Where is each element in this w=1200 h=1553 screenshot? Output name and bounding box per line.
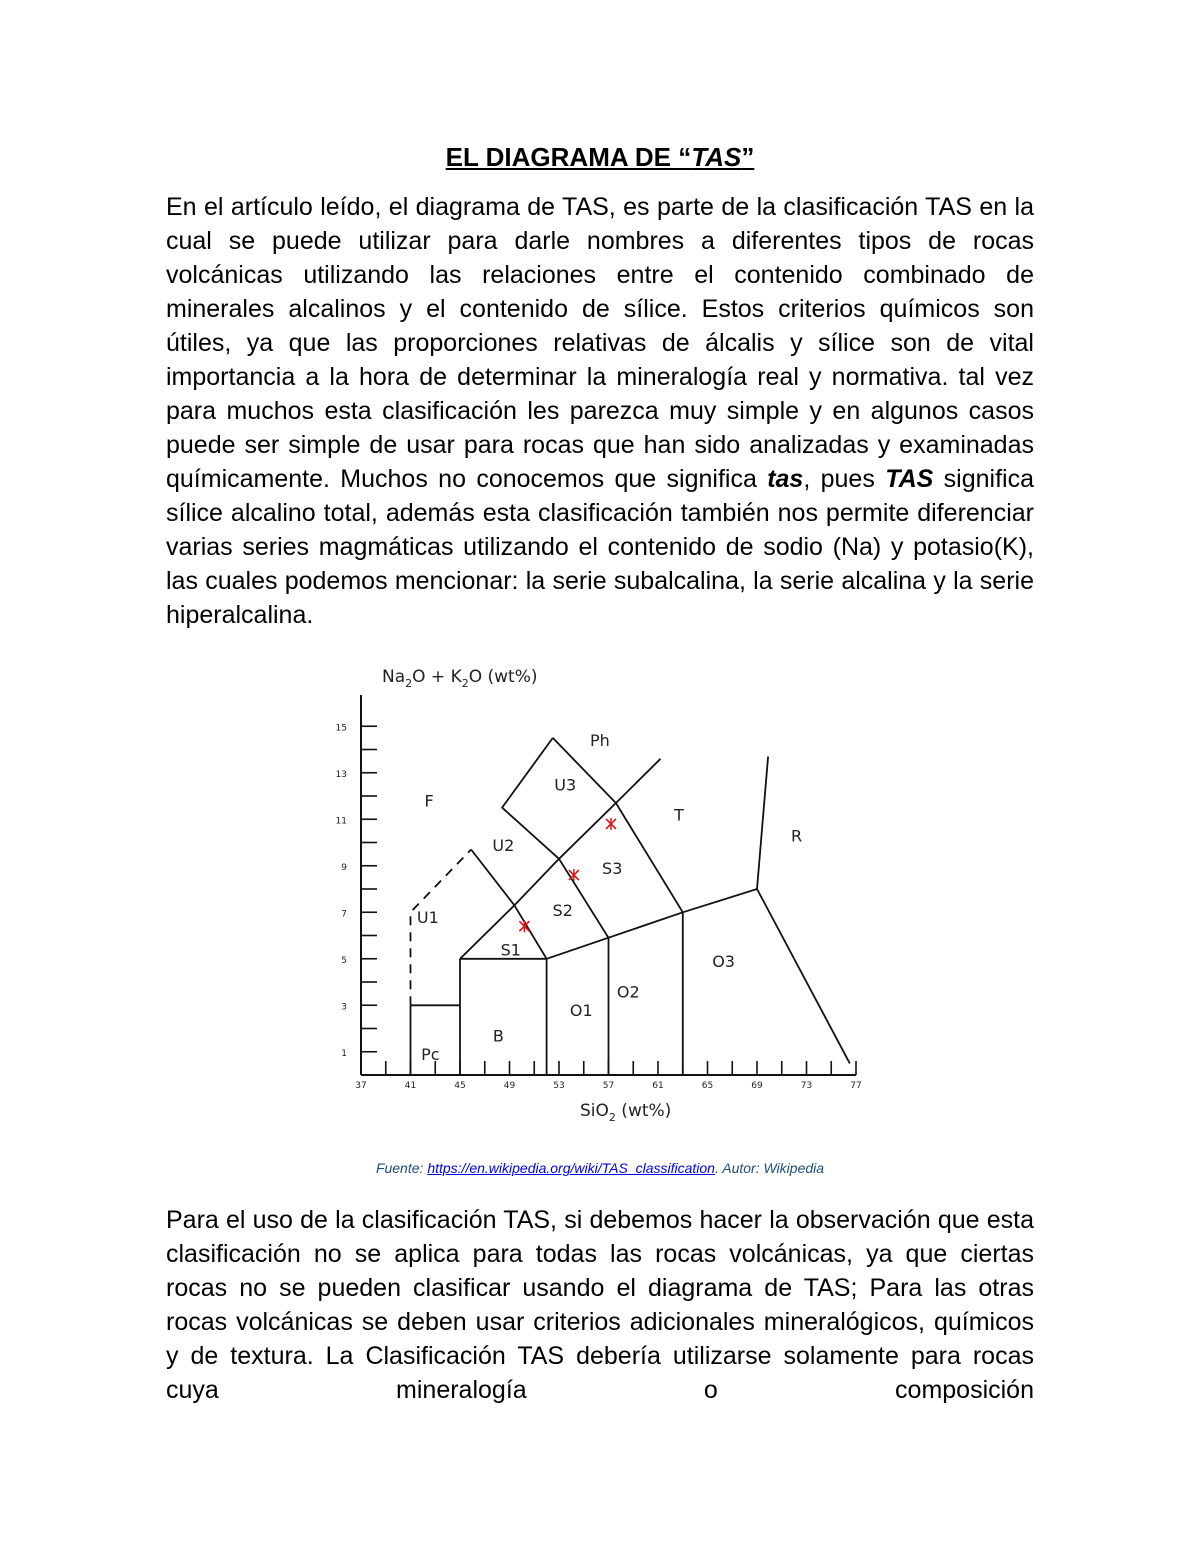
y-tick-label: 7 [341, 909, 347, 920]
field-label-t: T [674, 805, 684, 825]
field-label-u3: U3 [554, 775, 577, 795]
field-label-r: R [791, 826, 803, 846]
y-tick-label: 15 [335, 723, 347, 734]
field-label-o1: O1 [569, 1000, 593, 1020]
intro-emphasis-TAS: TAS [885, 465, 934, 493]
title-italic: TAS [691, 142, 742, 172]
sample-marker [606, 818, 616, 830]
x-tick-label: 73 [800, 1081, 813, 1091]
intro-emphasis-tas: tas [767, 465, 804, 493]
field-label-f: F [424, 791, 434, 811]
x-tick-label: 41 [404, 1081, 417, 1091]
field-boundary [757, 889, 850, 1063]
field-label-u1: U1 [416, 907, 439, 927]
caption-source-link[interactable]: https://en.wikipedia.org/wiki/TAS_classification [427, 1160, 715, 1176]
intro-text-1: En el artículo leído, el diagrama de TAS, es parte de la clasificación TAS en la cual se puede utilizar para darle nombres a diferentes tipos de rocas volcánicas utilizando las relaciones entre el contenido combinado de minerales alcalinos y el contenido de sílice. Estos criterios químicos son útiles, ya que las proporciones relativas de álcalis y sílice son de vital importancia a la hora de determinar la mineralogía real y normativa. tal vez para muchos esta clasificación les parezca muy simple y en algunos casos puede ser simple de usar para rocas que han sido analizadas y examinadas químicamente. Muchos no conocemos que significa [166, 193, 1034, 493]
field-label-pc: Pc [421, 1045, 440, 1065]
field-boundary [411, 850, 472, 1006]
x-tick-label: 49 [503, 1081, 516, 1091]
intro-text-2: , pues [803, 465, 886, 493]
field-label-s1: S1 [500, 940, 521, 960]
field-label-ph: Ph [589, 731, 610, 751]
field-label-s3: S3 [602, 859, 623, 879]
field-label-o3: O3 [712, 952, 735, 972]
x-axis-label: SiO$_2$ (wt%) [580, 1101, 672, 1124]
field-label-b: B [492, 1026, 504, 1046]
field-boundary [616, 803, 683, 912]
caption-suffix: . Autor: Wikipedia [714, 1160, 825, 1176]
x-tick-label: 45 [454, 1081, 466, 1091]
x-tick-label: 65 [701, 1081, 714, 1091]
x-tick-label: 61 [652, 1081, 664, 1091]
x-tick-label: 77 [850, 1081, 862, 1091]
y-axis-label: $Na_2O + K_2O$ (wt%) [382, 667, 538, 690]
x-tick-label: 69 [751, 1081, 763, 1091]
y-tick-label: 13 [335, 769, 347, 780]
tas-diagram [320, 650, 890, 1130]
intro-text-3: significa sílice alcalino total, además esta clasificación también nos permite diferenciar varias series magmáticas utilizando el contenido de sodio (Na) y potasio(K), las cuales podemos mencionar: la serie subalcalina, la serie alcalina y la serie hiperalcalina. [166, 465, 1034, 629]
sample-marker [569, 869, 579, 881]
field-label-u2: U2 [492, 835, 515, 855]
x-tick-label: 57 [602, 1081, 615, 1091]
caption-prefix: Fuente: [375, 1160, 428, 1176]
y-tick-label: 11 [335, 816, 347, 827]
field-boundary [757, 757, 768, 890]
second-paragraph: Para el uso de la clasificación TAS, si debemos hacer la observación que esta clasificación no se aplica para todas las rocas volcánicas, ya que ciertas rocas no se pueden clasificar usando el diagrama de TAS; Para las otras rocas volcánicas se deben usar criterios adicionales mineralógicos, químicos y de textura. La Clasificación TAS debería utilizarse solamente para rocas cuya mineralogía o composición [166, 1206, 1034, 1404]
intro-paragraph [166, 190, 1034, 632]
field-boundary [547, 889, 757, 959]
y-tick-label: 1 [341, 1048, 347, 1059]
y-tick-label: 3 [341, 1002, 347, 1013]
title-suffix: ” [741, 142, 755, 172]
page-title [0, 140, 1200, 174]
y-tick-label: 5 [341, 955, 347, 966]
x-tick-label: 53 [553, 1081, 565, 1091]
field-label-s2: S2 [552, 900, 573, 920]
field-label-o2: O2 [616, 982, 640, 1002]
y-tick-label: 9 [341, 862, 347, 873]
title-prefix: EL DIAGRAMA DE “ [445, 142, 692, 172]
x-tick-label: 37 [355, 1081, 367, 1091]
tas-diagram-figure [320, 650, 890, 1130]
figure-caption [0, 1160, 1200, 1176]
